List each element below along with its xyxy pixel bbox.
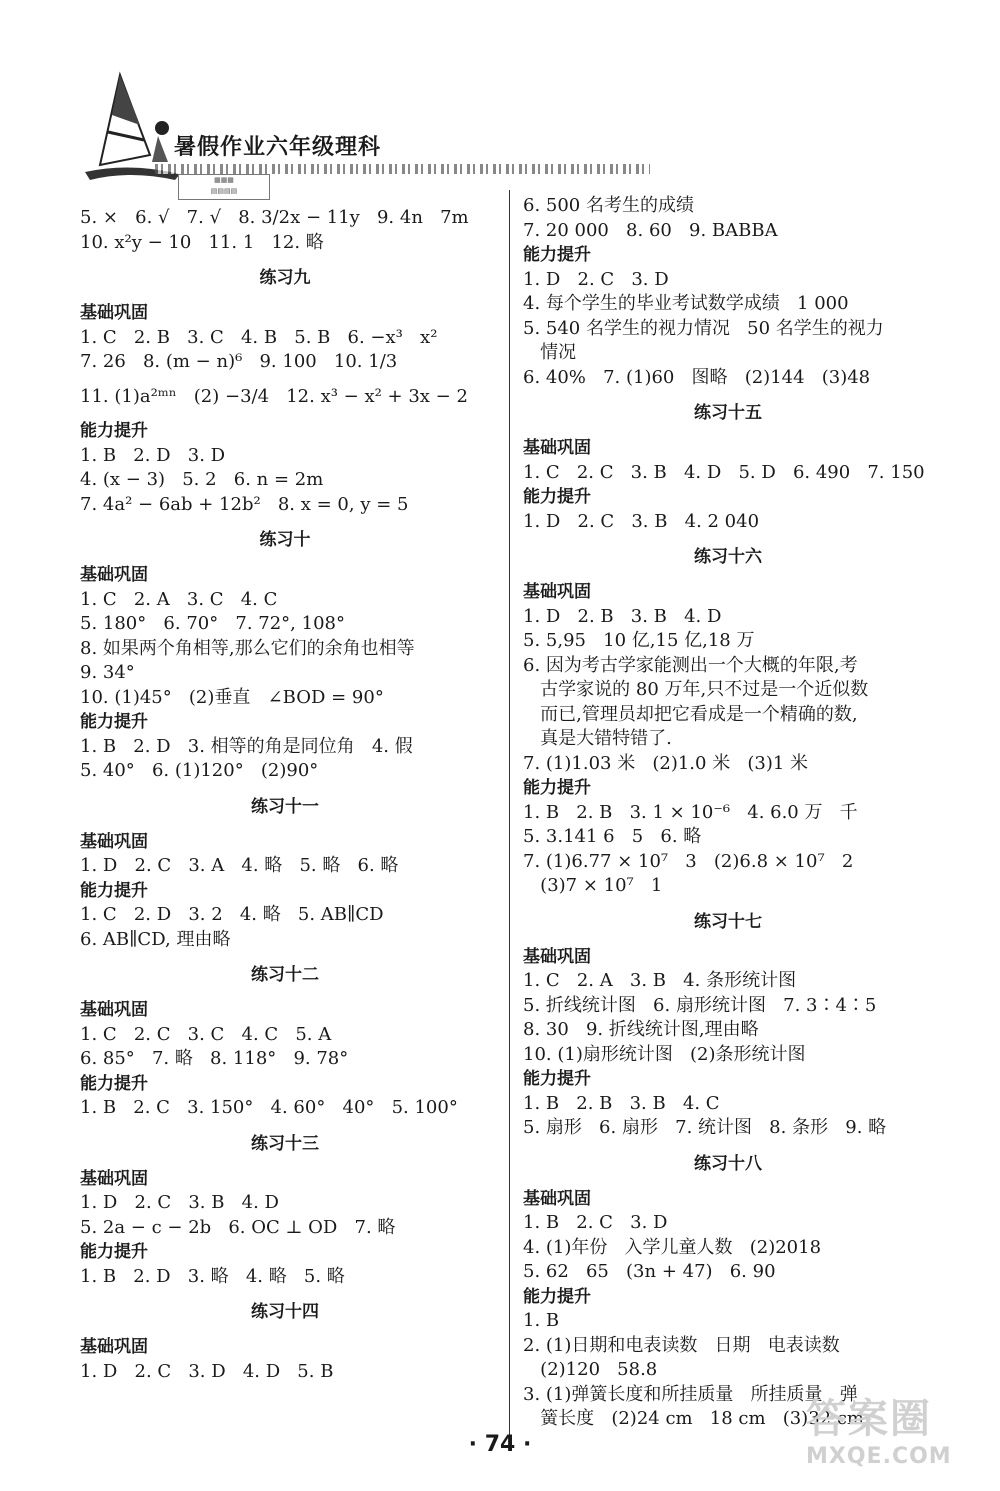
answer-line: 1. D 2. C 3. A 4. 略 5. 略 6. 略: [80, 855, 399, 876]
subsection-label: 基础巩固: [80, 565, 148, 585]
answer-line: 10. x²y − 10 11. 1 12. 略: [80, 231, 324, 253]
spacer: [80, 375, 490, 385]
answer-line: 7. 4a² − 6ab + 12b² 8. x = 0, y = 5: [80, 493, 409, 515]
answer-line: 6. 40% 7. (1)60 图略 (2)144 (3)48: [523, 366, 871, 388]
answer-line: 5. × 6. √ 7. √ 8. 3/2x − 11y 9. 4n 7m: [80, 207, 469, 228]
answer-line: 1. C 2. B 3. C 4. B 5. B 6. −x³ x²: [80, 326, 438, 348]
answer-line: 5. 62 65 (3n + 47) 6. 90: [523, 1261, 776, 1282]
answer-line: 1. C 2. A 3. B 4. 条形统计图: [523, 970, 797, 991]
subsection-label: 能力提升: [523, 487, 591, 507]
watermark-line-2: MXQE.COM: [806, 1444, 952, 1469]
answer-line: 1. D 2. C 3. B 4. 2 040: [523, 510, 760, 532]
subsection-label: 能力提升: [80, 1073, 148, 1094]
answer-line: 4. 每个学生的毕业考试数学成绩 1 000: [523, 293, 849, 314]
stamp-graphic: ▦▦▦ ▤▤▤▤: [178, 174, 270, 200]
answer-line: 1. B 2. B 3. 1 × 10⁻⁶ 4. 6.0 万 千: [523, 801, 858, 823]
answer-line: (3)7 × 10⁷ 1: [523, 875, 663, 896]
answer-line: 10. (1)45° (2)垂直 ∠BOD = 90°: [80, 686, 384, 708]
answer-line: 5. 3.141 6 5 6. 略: [523, 826, 702, 847]
right-column: [523, 194, 933, 1432]
answer-line: 11. (1)a²ᵐⁿ (2) −3/4 12. x³ − x² + 3x − 2: [80, 385, 468, 407]
answer-line: 1. C 2. A 3. C 4. C: [80, 588, 278, 610]
answer-line: 1. C 2. C 3. B 4. D 5. D 6. 490 7. 150: [523, 461, 925, 483]
answer-line: 7. (1)6.77 × 10⁷ 3 (2)6.8 × 10⁷ 2: [523, 850, 854, 872]
answer-line: 古学家说的 80 万年,只不过是一个近似数: [523, 679, 869, 700]
answer-line: 1. B 2. C 3. D: [523, 1212, 668, 1233]
section-title: 练习十七: [694, 911, 762, 932]
subsection-label: 能力提升: [523, 1286, 591, 1307]
answer-line: 8. 30 9. 折线统计图,理由略: [523, 1019, 759, 1040]
subsection-label: 能力提升: [80, 880, 148, 901]
subsection-label: 能力提升: [80, 712, 148, 732]
answer-line: 7. 26 8. (m − n)⁶ 9. 100 10. 1/3: [80, 351, 398, 372]
answer-line: 9. 34°: [80, 662, 135, 683]
answer-line: 真是大错特错了.: [523, 728, 672, 749]
subsection-label: 基础巩固: [80, 1168, 148, 1189]
answer-line: 7. (1)1.03 米 (2)1.0 米 (3)1 米: [523, 752, 809, 774]
answer-line: 1. B 2. D 3. 略 4. 略 5. 略: [80, 1265, 345, 1287]
answer-line: 4. (x − 3) 5. 2 6. n = 2m: [80, 469, 324, 490]
answer-line: 5. 2a − c − 2b 6. OC ⊥ OD 7. 略: [80, 1216, 396, 1238]
left-column: [80, 206, 490, 1384]
answer-line: 3. (1)弹簧长度和所挂质量 所挂质量 弹: [523, 1383, 858, 1405]
answer-line: 5. 折线统计图 6. 扇形统计图 7. 3∶4∶5: [523, 994, 877, 1016]
section-title: 练习九: [259, 268, 311, 288]
subsection-label: 基础巩固: [523, 582, 591, 602]
page-number: · 74 ·: [468, 1432, 532, 1457]
section-title: 练习十三: [251, 1133, 319, 1154]
answer-line: (2)120 58.8: [523, 1359, 658, 1380]
subsection-label: 基础巩固: [80, 1337, 148, 1357]
section-title: 练习十二: [251, 965, 319, 985]
watermark-line-1: 答案圈: [806, 1396, 932, 1442]
subsection-label: 能力提升: [523, 778, 591, 798]
answer-line: 6. 500 名考生的成绩: [523, 195, 694, 216]
header-title: 暑假作业六年级理科: [174, 135, 382, 160]
section-title: 练习十六: [694, 547, 762, 567]
subsection-label: 基础巩固: [523, 1188, 591, 1209]
answer-line: 2. (1)日期和电表读数 日期 电表读数: [523, 1334, 840, 1356]
header-rule: [155, 164, 650, 174]
subsection-label: 基础巩固: [523, 438, 591, 458]
answer-line: 4. (1)年份 入学儿童人数 (2)2018: [523, 1236, 822, 1258]
answer-line: 6. 因为考古学家能测出一个大概的年限,考: [523, 654, 858, 676]
watermark: [806, 1396, 996, 1486]
answer-line: 8. 如果两个角相等,那么它们的余角也相等: [80, 637, 415, 659]
answer-line: 1. D 2. C 3. D: [523, 268, 669, 290]
subsection-label: 基础巩固: [80, 1000, 148, 1020]
answer-line: 情况: [523, 342, 577, 363]
answer-line: 6. 85° 7. 略 8. 118° 9. 78°: [80, 1048, 349, 1069]
answer-line: 1. B: [523, 1310, 560, 1331]
answer-line: 1. B 2. C 3. 150° 4. 60° 40° 5. 100°: [80, 1097, 458, 1118]
answer-line: 1. C 2. D 3. 2 4. 略 5. AB∥CD: [80, 904, 384, 925]
answer-line: 1. D 2. B 3. B 4. D: [523, 605, 722, 627]
answer-line: 1. B 2. D 3. 相等的角是同位角 4. 假: [80, 735, 413, 757]
answer-line: 10. (1)扇形统计图 (2)条形统计图: [523, 1043, 806, 1065]
page-header: [70, 70, 570, 200]
subsection-label: 能力提升: [80, 1242, 148, 1262]
column-divider: [509, 190, 510, 1435]
section-title: 练习十一: [251, 796, 319, 817]
answer-line: 簧长度 (2)24 cm 18 cm (3)32 cm: [523, 1408, 864, 1429]
answer-line: 1. C 2. C 3. C 4. C 5. A: [80, 1023, 332, 1045]
subsection-label: 基础巩固: [80, 303, 148, 323]
answer-line: 5. 40° 6. (1)120° (2)90°: [80, 760, 319, 781]
answer-line: 5. 扇形 6. 扇形 7. 统计图 8. 条形 9. 略: [523, 1117, 887, 1138]
answer-line: 1. B 2. B 3. B 4. C: [523, 1092, 720, 1114]
section-title: 练习十四: [251, 1302, 319, 1322]
answer-line: 1. D 2. C 3. B 4. D: [80, 1192, 279, 1213]
answer-line: 7. 20 000 8. 60 9. BABBA: [523, 219, 778, 241]
spacer: [80, 409, 490, 419]
section-title: 练习十八: [694, 1153, 762, 1174]
section-title: 练习十: [259, 530, 311, 550]
subsection-label: 基础巩固: [523, 946, 591, 967]
answer-line: 1. B 2. D 3. D: [80, 444, 226, 466]
answer-line: 而已,管理员却把它看成是一个精确的数,: [523, 703, 858, 725]
section-title: 练习十五: [694, 403, 762, 423]
subsection-label: 能力提升: [523, 245, 591, 265]
subsection-label: 能力提升: [523, 1069, 591, 1089]
answer-line: 5. 5,95 10 亿,15 亿,18 万: [523, 630, 755, 651]
answer-line: 5. 540 名学生的视力情况 50 名学生的视力: [523, 317, 884, 339]
answer-line: 1. D 2. C 3. D 4. D 5. B: [80, 1360, 334, 1382]
subsection-label: 能力提升: [80, 421, 148, 441]
answer-line: 6. AB∥CD, 理由略: [80, 928, 231, 950]
answer-line: 5. 180° 6. 70° 7. 72°, 108°: [80, 613, 345, 634]
subsection-label: 基础巩固: [80, 831, 148, 852]
